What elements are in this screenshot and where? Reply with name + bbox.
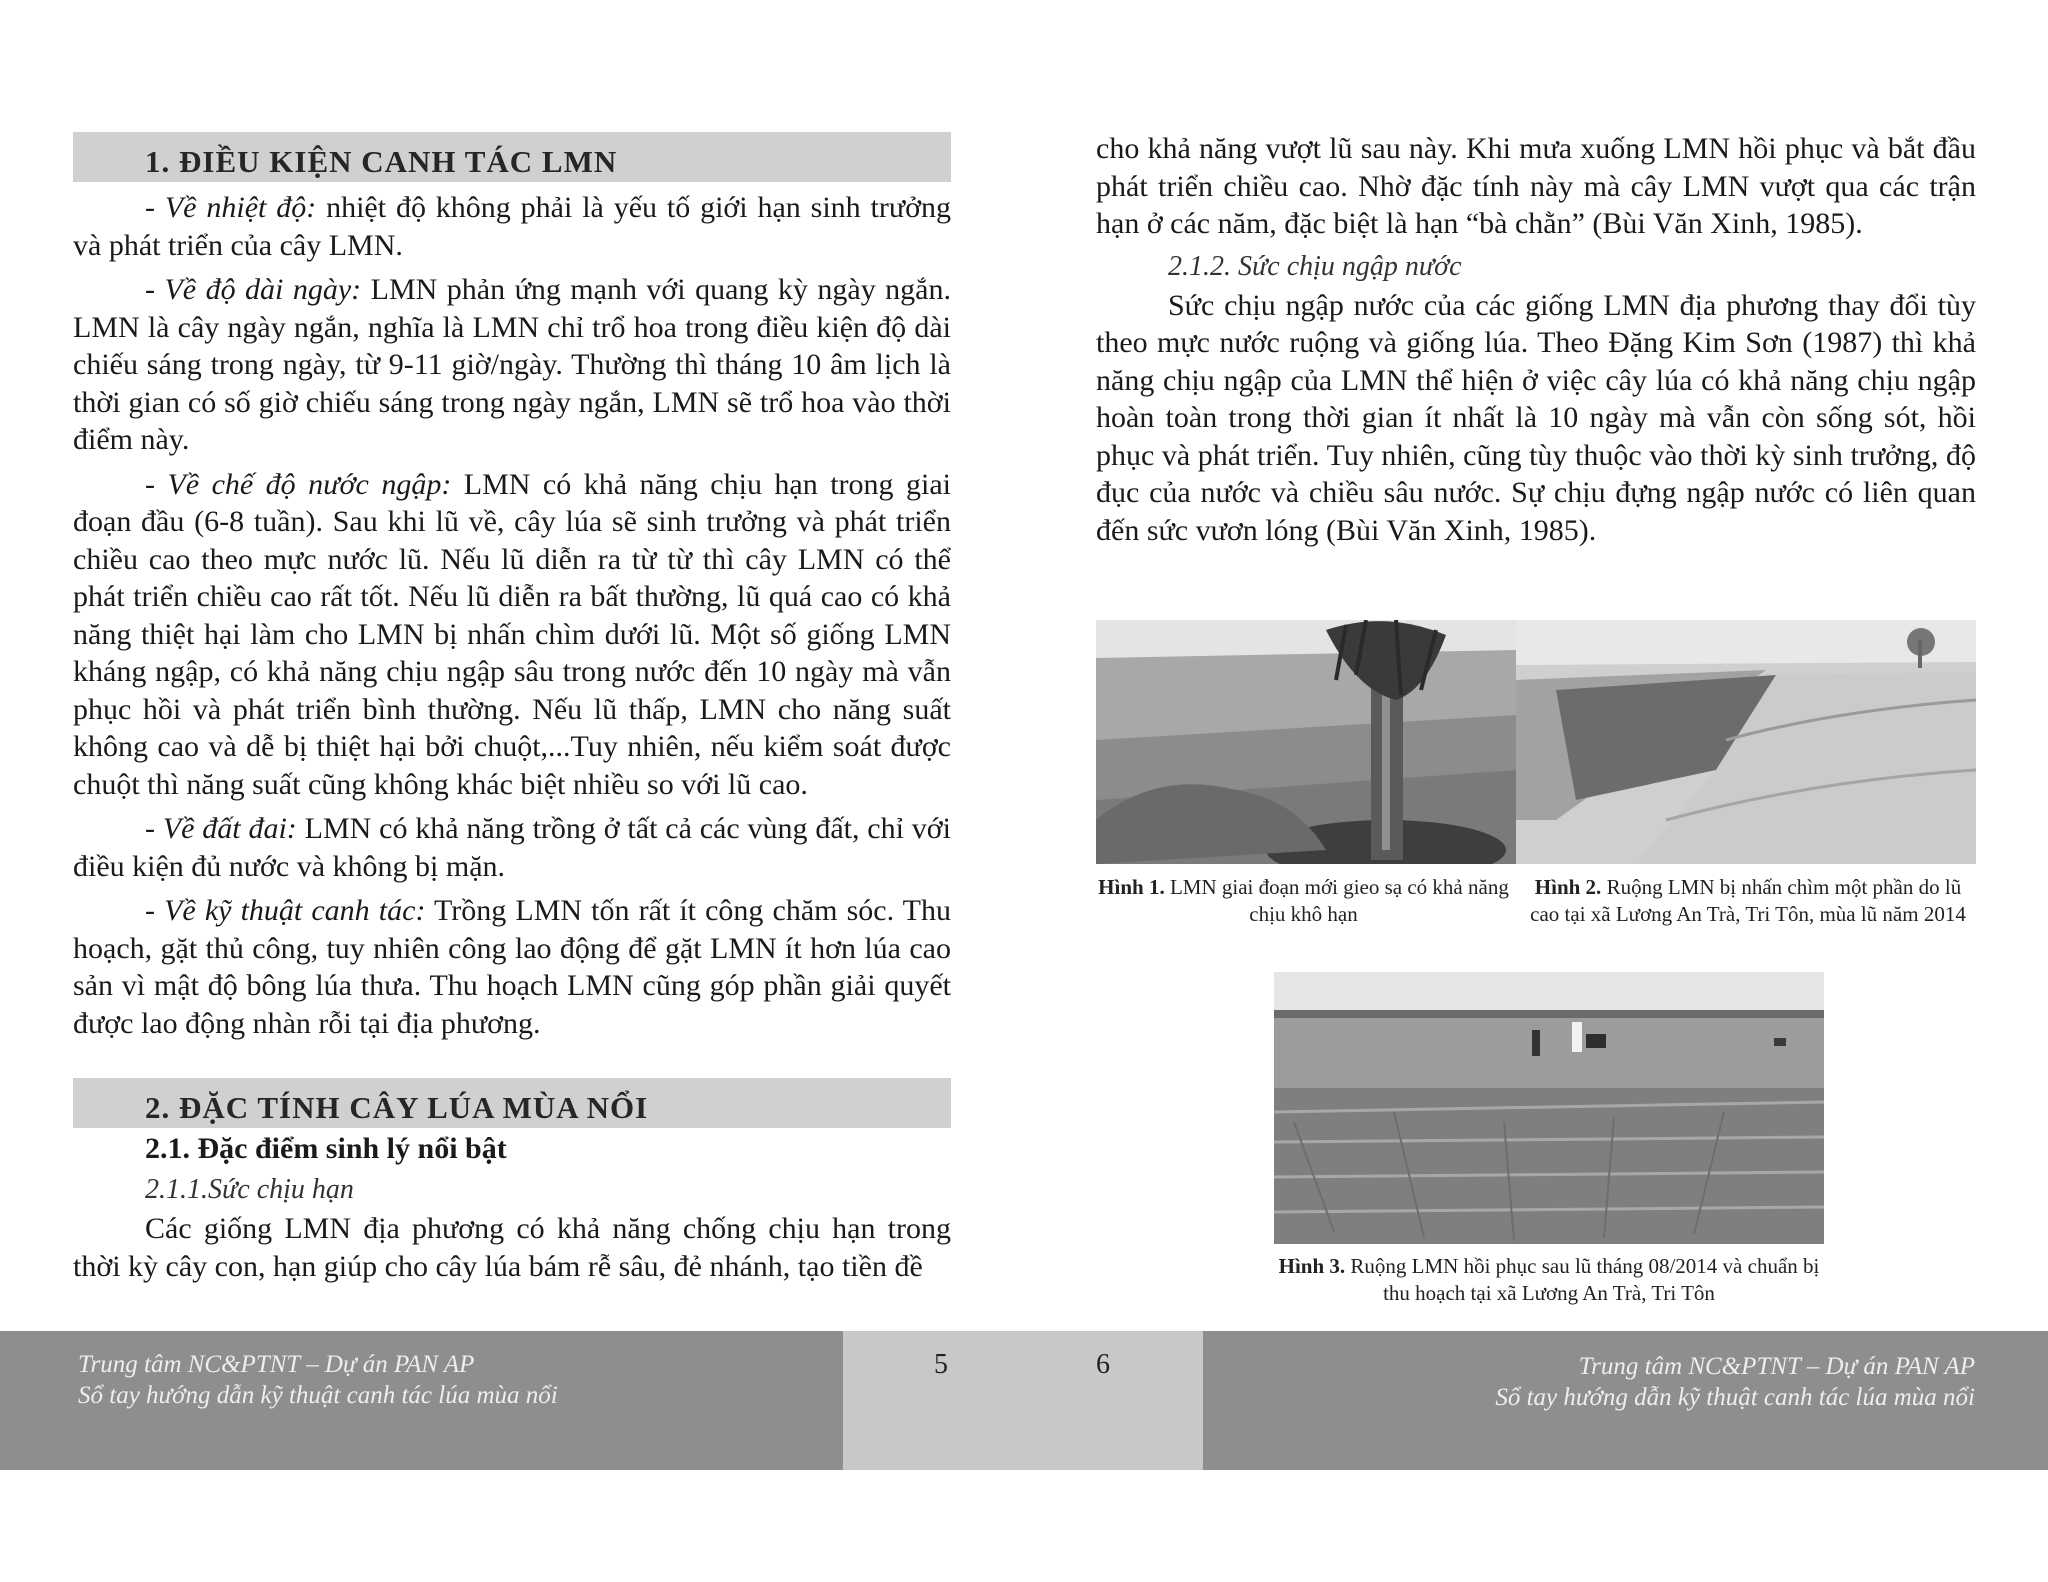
section-2-heading: 2. ĐẶC TÍNH CÂY LÚA MÙA NỔI: [73, 1078, 951, 1128]
page-number-right: 6: [1096, 1349, 1110, 1380]
text-day-length: LMN phản ứng mạnh với quang kỳ ngày ngắn. LMN là cây ngày ngắn, nghĩa là LMN chỉ trổ hoa trong điều kiện độ dài chiếu sáng trong ngày, từ 9-11 giờ/ngày. Thường thì tháng 10 âm lịch là thời gian có số giờ chiếu sáng trong ngày ngắn, LMN sẽ trổ hoa vào thời điểm này.: [73, 273, 951, 456]
paragraph-day-length: [73, 271, 951, 459]
text-soil: LMN có khả năng trồng ở tất cả các vùng đất, chỉ với điều kiện đủ nước và không bị mặn.: [73, 812, 951, 883]
label-cultivation: - Về kỹ thuật canh tác:: [145, 894, 426, 927]
section-1-heading: 1. ĐIỀU KIỆN CANH TÁC LMN: [73, 132, 951, 182]
figure-1-image: [1096, 620, 1516, 864]
right-column: [1096, 130, 1976, 549]
left-column: [73, 132, 951, 1285]
text-temperature: nhiệt độ không phải là yếu tố giới hạn sinh trưởng và phát triển của cây LMN.: [73, 191, 952, 262]
label-soil: - Về đất đai:: [145, 812, 297, 845]
footer-right-text: [1495, 1351, 1975, 1413]
figure-2-text: Ruộng LMN bị nhấn chìm một phần do lũ cao tại xã Lương An Trà, Tri Tôn, mùa lũ năm 2014: [1530, 875, 1966, 926]
figure-2-label: Hình 2.: [1534, 875, 1602, 899]
footer-right-line1: Trung tâm NC&PTNT – Dự án PAN AP: [1578, 1353, 1975, 1380]
label-water-regime: - Về chế độ nước ngập:: [145, 467, 452, 501]
figure-1-caption: [1096, 874, 1511, 928]
paragraph-drought-cont: cho khả năng vượt lũ sau này. Khi mưa xuống LMN hồi phục và bắt đầu phát triển chiều cao. Nhờ đặc tính này mà cây LMN vượt qua các trận hạn ở các năm, đặc biệt là hạn “bà chằn” (Bùi Văn Xinh, 1985).: [1096, 132, 1976, 240]
footer-center-band: [843, 1331, 1203, 1470]
text-cultivation: Trồng LMN tốn rất ít công chăm sóc. Thu hoạch, gặt thủ công, tuy nhiên công lao động để gặt LMN ít hơn lúa cao sản vì mật độ bông lúa thưa. Thu hoạch LMN cũng góp phần giải quyết được lao động nhàn rỗi tại địa phương.: [73, 894, 951, 1040]
label-temperature: - Về nhiệt độ:: [145, 191, 317, 224]
page-footer: [0, 1331, 2048, 1470]
paragraph-flood-tolerance: Sức chịu ngập nước của các giống LMN địa phương thay đổi tùy theo mực nước ruộng và giống lúa. Theo Đặng Kim Sơn (1987) thì khả năng chịu ngập của LMN thể hiện ở việc cây lúa có khả năng chịu ngập hoàn toàn trong thời gian ít nhất là 10 ngày mà vẫn còn sống sót, hồi phục và phát triển. Tuy nhiên, cũng tùy thuộc vào thời kỳ sinh trưởng, độ đục của nước và chiều sâu nước. Sự chịu đựng ngập nước có liên quan đến sức vươn lóng (Bùi Văn Xinh, 1985).: [1096, 288, 1976, 547]
subheading-2-1-2: 2.1.2. Sức chịu ngập nước: [1168, 250, 1462, 282]
figure-1-text: LMN giai đoạn mới gieo sạ có khả năng chịu khô hạn: [1164, 875, 1509, 926]
footer-left-text: [78, 1349, 558, 1411]
text-water-regime: LMN có khả năng chịu hạn trong giai đoạn đầu (6-8 tuần). Sau khi lũ về, cây lúa sẽ sinh trưởng và phát triển chiều cao theo mực nước lũ. Nếu lũ diễn ra từ từ thì cây LMN có thể phát triển chiều cao rất tốt. Nếu lũ diễn ra bất thường, lũ quá cao có khả năng thiệt hại làm cho LMN bị nhấn chìm dưới lũ. Một số giống LMN kháng ngập, có khả năng chịu ngập sâu trong nước đến 10 ngày mà vẫn phục hồi và phát triển bình thường. Nếu lũ thấp, LMN cho năng suất không cao và dễ bị thiệt hại bởi chuột,...Tuy nhiên, nếu kiểm soát được chuột thì năng suất cũng không khác biệt nhiều so với lũ cao.: [73, 467, 951, 801]
footer-left-line2: Sổ tay hướng dẫn kỹ thuật canh tác lúa mùa nổi: [78, 1382, 558, 1409]
figure-3-label: Hình 3.: [1278, 1254, 1346, 1278]
figure-3-image: [1274, 972, 1824, 1244]
paragraph-water-regime: [73, 466, 951, 804]
label-day-length: - Về độ dài ngày:: [145, 273, 362, 306]
paragraph-cultivation: [73, 892, 951, 1042]
subheading-2-1: 2.1. Đặc điểm sinh lý nổi bật: [145, 1132, 507, 1165]
page-number-left: 5: [934, 1349, 948, 1380]
figure-2-caption: [1522, 874, 1974, 928]
paragraph-drought: Các giống LMN địa phương có khả năng chống chịu hạn trong thời kỳ cây con, hạn giúp cho cây lúa bám rễ sâu, đẻ nhánh, tạo tiền đề: [73, 1212, 951, 1283]
figure-1-label: Hình 1.: [1098, 875, 1165, 899]
subheading-2-1-1: 2.1.1.Sức chịu hạn: [145, 1174, 354, 1205]
paragraph-temperature: [73, 189, 951, 264]
footer-left-line1: Trung tâm NC&PTNT – Dự án PAN AP: [78, 1351, 475, 1378]
footer-right-line2: Sổ tay hướng dẫn kỹ thuật canh tác lúa mùa nổi: [1495, 1384, 1975, 1411]
paragraph-soil: [73, 810, 951, 885]
figure-3-text: Ruộng LMN hồi phục sau lũ tháng 08/2014 và chuẩn bị thu hoạch tại xã Lương An Trà, Tri Tôn: [1345, 1254, 1820, 1305]
figure-2-image: [1516, 620, 1976, 864]
figure-3-caption: [1274, 1253, 1824, 1307]
